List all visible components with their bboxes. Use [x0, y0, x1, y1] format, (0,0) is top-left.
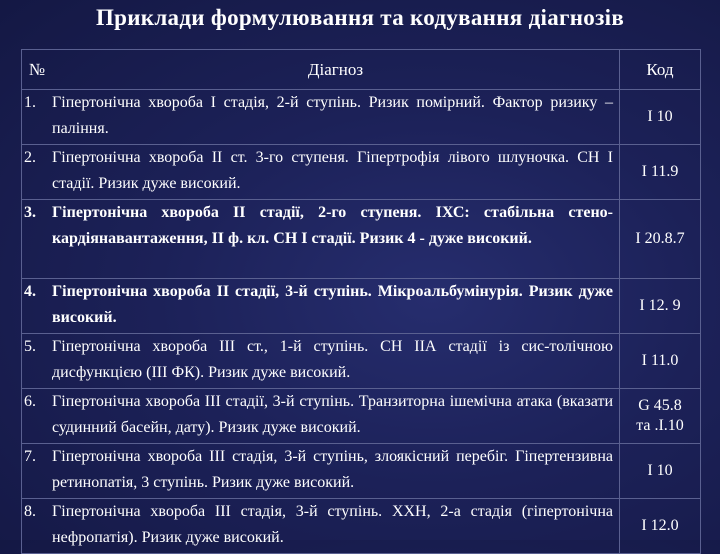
- row-number: 4.: [22, 279, 53, 334]
- table-row: [22, 90, 701, 145]
- row-code-line: G 45.8: [638, 397, 682, 414]
- row-code: [620, 389, 701, 444]
- row-code-line: І 12. 9: [639, 297, 681, 314]
- row-code: [620, 444, 701, 499]
- table-row: [22, 279, 701, 334]
- table-header-row: [22, 50, 701, 90]
- table-row: [22, 200, 701, 279]
- row-diagnosis: Гіпертонічна хвороба ІІ ст. 3-го ступеня. Гіпертрофія лівого шлуночка. СН І стадії. Ризик дуже високий.: [52, 145, 620, 200]
- row-code-line: І 11.9: [641, 163, 679, 180]
- header-diagnosis: Діагноз: [52, 50, 620, 90]
- row-code: [620, 334, 701, 389]
- row-code: [620, 200, 701, 279]
- header-code: Код: [620, 50, 701, 90]
- row-code: [620, 90, 701, 145]
- row-number: 1.: [22, 90, 53, 145]
- table-row: [22, 145, 701, 200]
- row-diagnosis: Гіпертонічна хвороба ІІІ ст., 1-й ступінь. СН ІІА стадії із сис-толічною дисфункцією (ІІІ ФК). Ризик дуже високий.: [52, 334, 620, 389]
- table-row: [22, 334, 701, 389]
- row-diagnosis: Гіпертонічна хвороба ІІ стадії, 2-го ступеня. ІХС: стабільна стено-кардіянавантаження, ІІ ф. кл. СН І стадії. Ризик 4 - дуже високий.: [52, 200, 620, 279]
- row-number: 8.: [22, 499, 53, 554]
- row-diagnosis: Гіпертонічна хвороба ІІІ стадія, 3-й ступінь, злоякісний перебіг. Гіпертензивна ретинопатія, 3 ступінь. Ризик дуже високий.: [52, 444, 620, 499]
- row-diagnosis: Гіпертонічна хвороба І стадія, 2-й ступінь. Ризик помірний. Фактор ризику – паління.: [52, 90, 620, 145]
- row-code-line-2: та .І.10: [636, 417, 684, 434]
- row-code-line: І 11.0: [641, 352, 679, 369]
- row-code: [620, 279, 701, 334]
- diagnosis-table: [21, 49, 701, 554]
- row-code-line: І 12.0: [641, 517, 679, 534]
- row-number: 5.: [22, 334, 53, 389]
- row-number: 2.: [22, 145, 53, 200]
- table-row: [22, 389, 701, 444]
- row-code-line: І 10: [647, 108, 673, 125]
- row-number: 7.: [22, 444, 53, 499]
- row-code-line: І 10: [647, 462, 673, 479]
- row-code: [620, 145, 701, 200]
- row-diagnosis: Гіпертонічна хвороба ІІІ стадії, 3-й ступінь. Транзиторна ішемічна атака (вказати судинний басейн, дату). Ризик дуже високий.: [52, 389, 620, 444]
- table-row: [22, 499, 701, 554]
- row-code-line: І 20.8.7: [635, 230, 685, 247]
- row-number: 6.: [22, 389, 53, 444]
- header-number: №: [22, 50, 53, 90]
- row-code: [620, 499, 701, 554]
- slide-title: Приклади формулювання та кодування діагнозів: [95, 5, 625, 30]
- table-row: [22, 444, 701, 499]
- row-diagnosis: Гіпертонічна хвороба ІІІ стадія, 3-й ступінь. ХХН, 2-а стадія (гіпертонічна нефропатія). Ризик дуже високий.: [52, 499, 620, 554]
- row-number: 3.: [22, 200, 53, 279]
- row-diagnosis: Гіпертонічна хвороба ІІ стадії, 3-й ступінь. Мікроальбумінурія. Ризик дуже високий.: [52, 279, 620, 334]
